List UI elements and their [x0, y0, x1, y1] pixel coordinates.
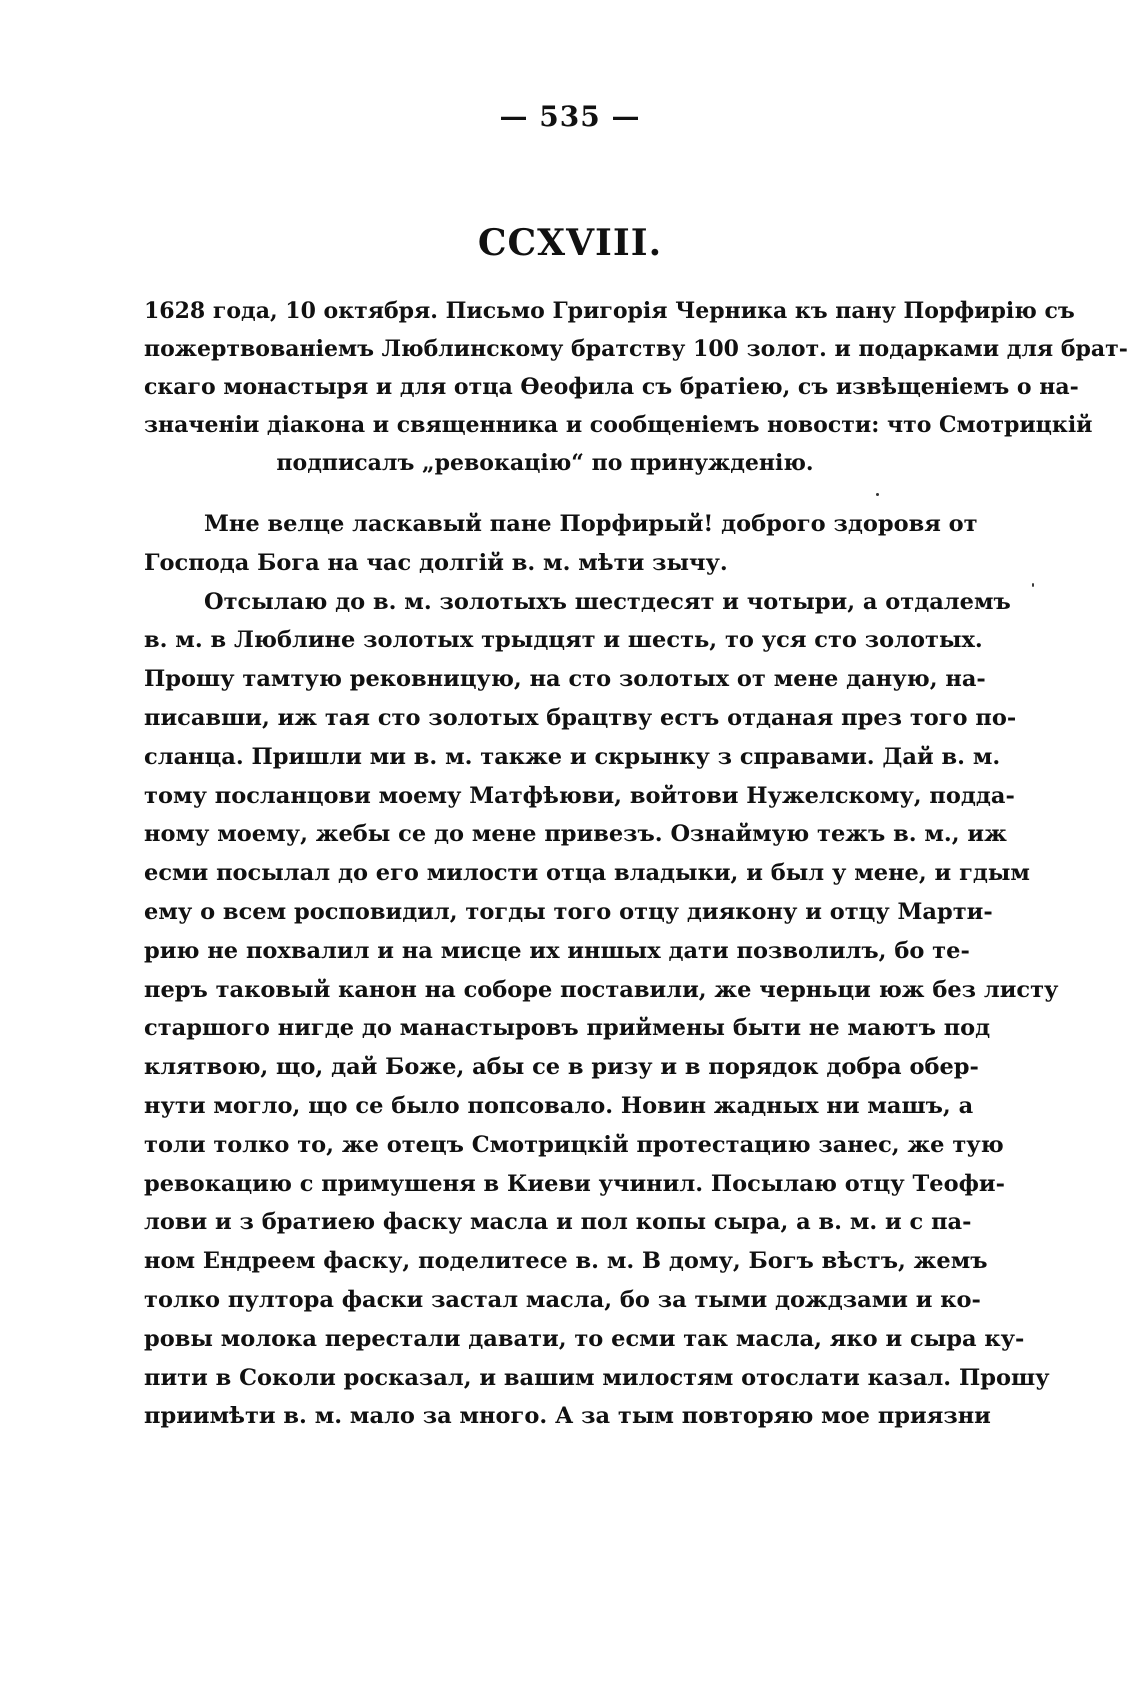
- letter-line: пити в Соколи росказал, и вашим милостям отослати казал. Прошу: [144, 1364, 1050, 1391]
- scan-speck: [876, 493, 879, 496]
- letter-line: сланца. Пришли ми в. м. также и скрынку з справами. Дай в. м.: [144, 743, 1001, 770]
- letter-line: в. м. в Люблине золотых трыдцят и шесть, то уся сто золотых.: [144, 627, 983, 654]
- letter-line: писавши, иж тая сто золотых брацтву естъ отданая през того по-: [144, 704, 1017, 731]
- summary-line: значеніи діакона и священника и сообщеніемъ новости: что Смотрицкій: [144, 412, 1093, 438]
- letter-line: лови и з братиею фаску масла и пол копы сыра, а в. м. и с па-: [144, 1209, 972, 1236]
- letter-line: есми посылал до его милости отца владыки, и был у мене, и гдым: [144, 860, 1030, 887]
- letter-line: ревокацию с примушеня в Киеви учинил. Посылаю отцу Теофи-: [144, 1170, 1005, 1197]
- letter-line: нути могло, що се было попсовало. Новин жадных ни машъ, а: [144, 1092, 974, 1119]
- letter-line: Господа Бога на час долгій в. м. мѣти зычу.: [144, 549, 728, 576]
- document-summary: [144, 292, 1128, 482]
- letter-line: толко пултора фаски застал масла, бо за тыми дождзами и ко-: [144, 1286, 981, 1313]
- letter-line: перъ таковый канон на соборе поставили, же черньци юж без листу: [144, 976, 1059, 1003]
- letter-line: ном Ендреем фаску, поделитесе в. м. В дому, Богъ вѣстъ, жемъ: [144, 1248, 988, 1275]
- summary-line: 1628 года, 10 октября. Письмо Григорія Черника къ пану Порфирію съ: [144, 298, 1075, 324]
- document-number-heading: CCXVIII.: [477, 222, 663, 264]
- summary-line: пожертвованіемъ Люблинскому братству 100 золот. и подарками для брат-: [144, 336, 1128, 362]
- letter-line: рию не похвалил и на мисце их иншых дати позволилъ, бо те-: [144, 937, 970, 964]
- letter-line: старшого нигде до манастыровъ приймены быти не маютъ под: [144, 1015, 991, 1042]
- letter-line: клятвою, що, дай Боже, абы се в ризу и в порядок добра обер-: [144, 1054, 979, 1081]
- letter-line: ровы молока перестали давати, то есми так масла, яко и сыра ку-: [144, 1325, 1025, 1352]
- letter-line: Мне велце ласкавый пане Порфирый! доброго здоровя от: [204, 511, 978, 537]
- letter-line: ему о всем росповидил, тогды того отцу диякону и отцу Марти-: [144, 898, 993, 925]
- letter-line: Прошу тамтую рековницую, на сто золотых от мене даную, на-: [144, 666, 986, 693]
- summary-line: подписалъ „ревокацію“ по принужденію.: [276, 450, 814, 476]
- letter-line: тому посланцови моему Матфѣюви, войтови Нужелскому, подда-: [144, 782, 1015, 809]
- letter-line: Отсылаю до в. м. золотыхъ шестдесят и чотыри, а отдалемъ: [204, 588, 1011, 615]
- scan-speck: [1032, 583, 1034, 587]
- letter-line: толи толко то, же отецъ Смотрицкій протестацию занес, же тую: [144, 1131, 1004, 1158]
- summary-line: скаго монастыря и для отца Ѳеофила съ братіею, съ извѣщеніемъ о на-: [144, 374, 1079, 400]
- letter-line: ному моему, жебы се до мене привезъ. Ознаймую тежъ в. м., иж: [144, 821, 1007, 848]
- letter-line: приимѣти в. м. мало за много. А за тым повторяю мое приязни: [144, 1403, 991, 1430]
- page-number: — 535 —: [499, 100, 641, 133]
- letter-body: [144, 505, 1059, 1436]
